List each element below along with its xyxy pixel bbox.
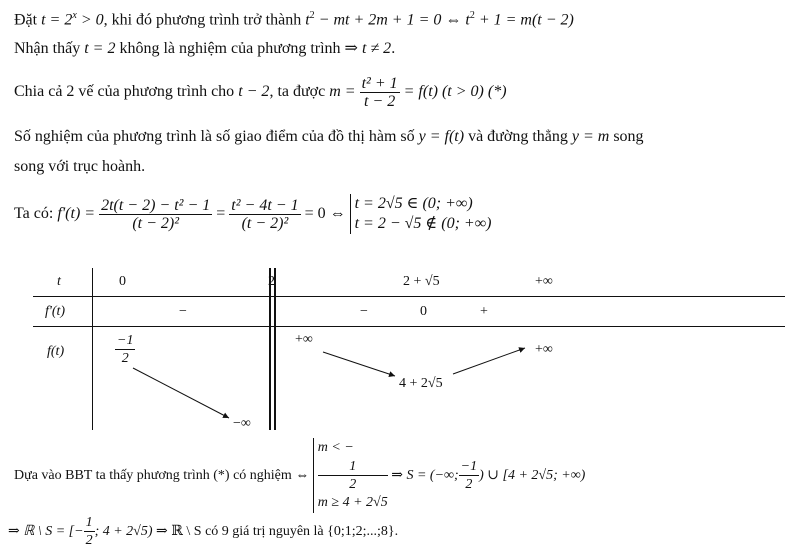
variation-table: [33, 268, 785, 430]
decreasing-arrow: [323, 352, 395, 376]
f-plus-infinity-left: +∞: [295, 332, 313, 347]
t-value: 2: [268, 274, 275, 289]
decreasing-arrow: [133, 368, 229, 418]
t-value: +∞: [535, 274, 553, 289]
line-2: Nhận thấy t = 2 không là nghiệm của phương trình ⇒ t ≠ 2.: [14, 40, 396, 57]
derivative-sign: +: [480, 304, 488, 319]
derivative-sign: −: [179, 304, 187, 319]
line-8: ⇒ ℝ \ S = [− $\frac{1}{2}$ ; 4 + 2√5) ⇒ ℝ \ S có 9 giá trị nguyên là {0;1;2;...;8}.: [8, 515, 399, 549]
t-value: 2 + √5: [403, 274, 440, 289]
condition-bracket: m < − 1 2 m ≥ 4 + 2√5: [313, 438, 388, 513]
f-minimum: 4 + 2√5: [399, 376, 443, 391]
t-value: 0: [119, 274, 126, 289]
increasing-arrow: [453, 348, 525, 374]
line-4: Số nghiệm của phương trình là số giao điểm của đồ thị hàm số y = f(t) và đường thẳng y = m song: [14, 128, 644, 145]
fraction-derivative-2: $\frac{\text{t² − 4t − 1}}{\text{(t − 2)²}}$: [231, 196, 299, 232]
line-6: Ta có: f'(t) = $\frac{\text{2t(t − 2) − t² − 1}}{\text{(t − 2)²}}$ = $\frac{\text{t² − 4t − 1}}{\text{(t − 2)²}}$ = 0 ⇔ t = 2√5 ∈ (0; +∞) t = 2 − √5 ∉ (0; +∞): [14, 195, 492, 233]
line-3: Chia cả 2 vế của phương trình cho t − 2, ta được m = $\frac{\text{t² + 1}}{t - 2}$ = f(t) (t > 0) (*): [14, 74, 507, 110]
row-label-derivative: f'(t): [45, 304, 66, 319]
f-plus-infinity-right: +∞: [535, 342, 553, 357]
line-1: Đặt $t = 2^x > 0$, khi đó phương trình trở thành $t^2$ − mt + 2m + 1 = 0 ⇔ $t^2 + 1 = m(t - 2)$: [14, 10, 574, 29]
derivative-sign: −: [360, 304, 368, 319]
derivative-zero: 0: [420, 304, 427, 319]
fraction-derivative-1: $\frac{\text{2t(t − 2) − t² − 1}}{\text{(t − 2)²}}$: [101, 196, 211, 232]
line-7: Dựa vào BBT ta thấy phương trình (*) có nghiệm ⇔ m < − 1 2 m ≥ 4 + 2√5 ⇒ S = (−∞; $\frac{-1}{2}$ ) ∪ [4 + 2√5; +∞): [14, 438, 585, 514]
row-label-function: f(t): [47, 344, 65, 359]
f-minus-infinity: −∞: [233, 416, 251, 431]
line-5: song với trục hoành.: [14, 158, 146, 175]
fraction-m: $\frac{\text{t² + 1}}{t - 2}$: [361, 74, 398, 110]
f-left-value: $\frac{-1}{2}$: [117, 333, 134, 366]
variation-arrows: [33, 268, 785, 430]
row-label-t: t: [57, 274, 61, 289]
solution-bracket: t = 2√5 ∈ (0; +∞) t = 2 − √5 ∉ (0; +∞): [350, 194, 492, 234]
